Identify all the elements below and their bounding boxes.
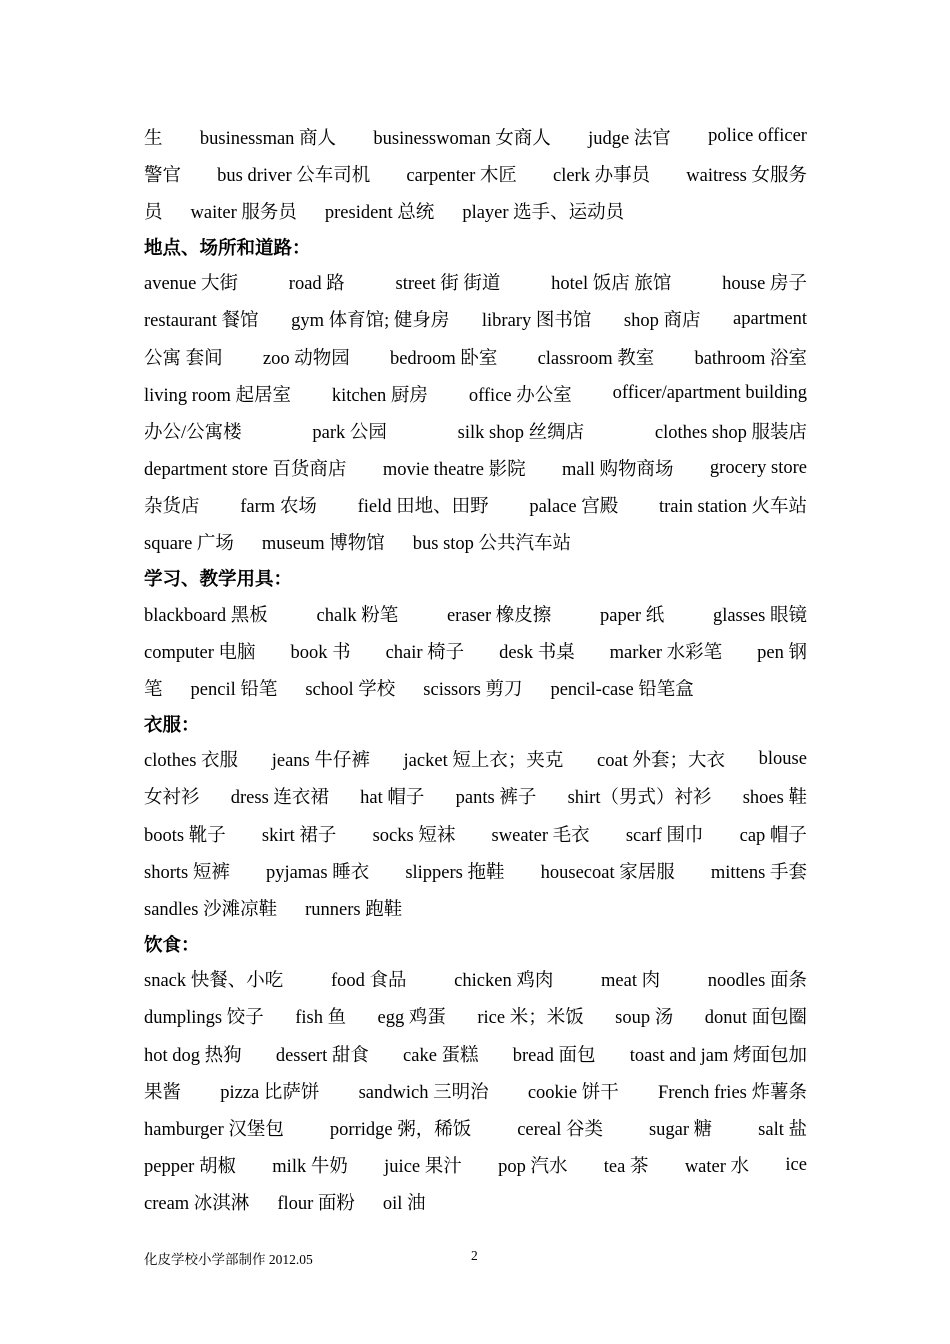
vocab-entry: living room 起居室 (144, 385, 291, 406)
vocab-line (144, 741, 807, 778)
vocab-entry: 杂货店 (144, 497, 200, 518)
vocab-entry: egg 鸡蛋 (377, 1008, 446, 1029)
vocab-entry: park 公园 (312, 422, 387, 443)
vocab-entry: pyjamas 睡衣 (265, 862, 370, 883)
vocab-entry: shorts 短裤 (144, 862, 230, 883)
vocab-line (144, 852, 807, 889)
section-heading: 饮食： (144, 935, 200, 956)
vocab-line (144, 301, 807, 338)
vocab-entry: kitchen 厨房 (331, 385, 428, 406)
vocab-entry: 生 (144, 128, 163, 149)
vocab-line (144, 487, 807, 524)
vocab-entry: soup 汤 (615, 1008, 674, 1029)
vocab-entry: bread 面包 (512, 1045, 596, 1066)
vocab-entry: president 总统 (324, 202, 435, 223)
vocab-entry: bus driver 公车司机 (217, 165, 371, 186)
vocab-entry: office 办公室 (468, 385, 572, 406)
vocab-entry: dumplings 饺子 (144, 1008, 264, 1029)
vocab-entry: hot dog 热狗 (144, 1045, 242, 1066)
vocab-entry: businessman 商人 (199, 128, 337, 149)
vocab-line (144, 1147, 807, 1184)
vocab-entry: grocery store (709, 457, 807, 478)
vocab-entry: jacket 短上衣；夹克 (403, 751, 564, 772)
vocab-entry: slippers 拖鞋 (405, 862, 505, 883)
vocab-entry: palace 宫殿 (529, 497, 619, 518)
vocab-line (144, 1109, 807, 1146)
vocab-entry: milk 牛奶 (272, 1157, 348, 1178)
vocab-entry: clothes shop 服装店 (654, 422, 807, 443)
vocab-entry: meat 肉 (601, 971, 661, 992)
page-number: 2 (471, 1248, 478, 1263)
vocab-entry: bus stop 公共汽车站 (412, 534, 572, 555)
vocab-entry: tea 茶 (603, 1157, 649, 1178)
vocab-entry: clerk 办事员 (553, 165, 651, 186)
vocab-entry: hat 帽子 (360, 788, 425, 809)
vocab-entry: 员 (144, 202, 163, 223)
vocab-entry: food 食品 (330, 971, 407, 992)
vocab-entry: department store 百货商店 (144, 460, 347, 481)
vocab-entry: noodles 面条 (707, 971, 807, 992)
vocab-entry: eraser 橡皮擦 (446, 605, 552, 626)
vocab-line (144, 375, 807, 412)
section-heading: 衣服： (144, 715, 200, 736)
vocab-entry: pen 钢 (757, 642, 807, 663)
vocab-entry: 女衬衫 (144, 788, 200, 809)
vocab-entry: snack 快餐、小吃 (144, 971, 284, 992)
document-body (144, 118, 807, 1221)
vocab-entry: toast and jam 烤面包加 (629, 1045, 807, 1066)
vocab-entry: sandles 沙滩凉鞋 (144, 899, 278, 920)
vocab-entry: marker 水彩笔 (609, 642, 723, 663)
vocab-line (144, 524, 807, 561)
vocab-line (144, 118, 807, 155)
vocab-line (144, 889, 807, 926)
vocab-entry: pencil 铅笔 (190, 680, 278, 701)
vocab-entry: dress 连衣裙 (230, 788, 329, 809)
vocab-entry: skirt 裙子 (261, 825, 337, 846)
vocab-entry: cookie 饼干 (527, 1082, 619, 1103)
vocab-entry: apartment (733, 308, 807, 329)
vocab-entry: bedroom 卧室 (389, 348, 498, 369)
vocab-entry: museum 博物馆 (261, 534, 385, 555)
vocab-entry: pop 汽水 (498, 1157, 568, 1178)
vocab-entry: 笔 (144, 680, 163, 701)
vocab-entry: police officer (708, 126, 807, 147)
vocab-line (144, 192, 807, 229)
vocab-entry: runners 跑鞋 (305, 899, 403, 920)
vocab-entry: juice 果汁 (384, 1157, 462, 1178)
vocab-line (144, 961, 807, 998)
vocab-entry: computer 电脑 (144, 642, 256, 663)
vocab-entry: jeans 牛仔裤 (271, 751, 370, 772)
vocab-entry: sweater 毛衣 (491, 825, 590, 846)
vocab-entry: glasses 眼镜 (712, 605, 807, 626)
vocab-entry: 果酱 (144, 1082, 182, 1103)
vocab-entry: ice (785, 1154, 807, 1175)
vocab-entry: businesswoman 女商人 (373, 128, 551, 149)
vocab-entry: school 学校 (305, 680, 396, 701)
vocab-line (144, 1035, 807, 1072)
vocab-entry: zoo 动物园 (262, 348, 350, 369)
vocab-entry: cap 帽子 (739, 825, 807, 846)
vocab-entry: mittens 手套 (710, 862, 807, 883)
vocab-entry: farm 农场 (240, 497, 317, 518)
vocab-entry: classroom 教室 (537, 348, 655, 369)
vocab-entry: scarf 围巾 (625, 825, 704, 846)
vocab-entry: pencil-case 铅笔盒 (550, 680, 694, 701)
vocab-entry: book 书 (290, 642, 351, 663)
vocab-entry: cereal 谷类 (517, 1119, 603, 1140)
vocab-entry: train station 火车站 (658, 497, 807, 518)
vocab-entry: restaurant 餐馆 (144, 311, 259, 332)
vocab-entry: waitress 女服务 (686, 165, 807, 186)
vocab-entry: fish 鱼 (295, 1008, 347, 1029)
vocab-entry: field 田地、田野 (357, 497, 489, 518)
vocab-line (144, 412, 807, 449)
vocab-entry: socks 短袜 (372, 825, 456, 846)
vocab-line (144, 264, 807, 301)
vocab-line (144, 338, 807, 375)
vocab-entry: sugar 糖 (648, 1119, 713, 1140)
vocab-entry: hamburger 汉堡包 (144, 1119, 284, 1140)
vocab-entry: square 广场 (144, 534, 234, 555)
vocab-entry: shoes 鞋 (742, 788, 807, 809)
vocab-entry: judge 法官 (588, 128, 671, 149)
page-footer (144, 1248, 644, 1268)
vocab-entry: French fries 炸薯条 (657, 1082, 807, 1103)
vocab-entry: paper 纸 (599, 605, 665, 626)
vocab-entry: flour 面粉 (277, 1194, 355, 1215)
vocab-entry: bathroom 浴室 (694, 348, 807, 369)
vocab-entry: salt 盐 (758, 1119, 807, 1140)
vocab-entry: 公寓 套间 (144, 348, 223, 369)
vocab-entry: pizza 比萨饼 (220, 1082, 320, 1103)
vocab-line (144, 595, 807, 632)
vocab-entry: desk 书桌 (499, 642, 575, 663)
vocab-entry: chalk 粉笔 (316, 605, 399, 626)
vocab-entry: 警官 (144, 165, 182, 186)
vocab-entry: chair 椅子 (385, 642, 465, 663)
vocab-entry: pepper 胡椒 (144, 1157, 236, 1178)
vocab-entry: clothes 衣服 (144, 751, 239, 772)
vocab-entry: pants 裤子 (455, 788, 537, 809)
vocab-entry: donut 面包圈 (704, 1008, 807, 1029)
vocab-entry: blackboard 黑板 (144, 605, 268, 626)
vocab-entry: porridge 粥，稀饭 (329, 1119, 472, 1140)
vocab-entry: cream 冰淇淋 (144, 1194, 250, 1215)
vocab-entry: water 水 (684, 1157, 750, 1178)
vocab-entry: house 房子 (722, 274, 807, 295)
vocab-entry: waiter 服务员 (190, 202, 297, 223)
vocab-line (144, 1184, 807, 1221)
vocab-line (144, 815, 807, 852)
footer-text: 化皮学校小学部制作 2012.05 (144, 1252, 313, 1267)
vocab-entry: street 街 街道 (395, 274, 501, 295)
vocab-line (144, 669, 807, 706)
vocab-line (144, 632, 807, 669)
vocab-entry: library 图书馆 (481, 311, 592, 332)
vocab-entry: coat 外套；大衣 (597, 751, 725, 772)
vocab-entry: silk shop 丝绸店 (457, 422, 585, 443)
section-heading: 地点、场所和道路： (144, 238, 311, 259)
vocab-line (144, 998, 807, 1035)
vocab-line (144, 450, 807, 487)
vocab-entry: housecoat 家居服 (540, 862, 675, 883)
vocab-entry: chicken 鸡肉 (454, 971, 554, 992)
vocab-entry: dessert 甜食 (275, 1045, 369, 1066)
vocab-entry: cake 蛋糕 (403, 1045, 479, 1066)
vocab-entry: scissors 剪刀 (423, 680, 523, 701)
vocab-entry: gym 体育馆; 健身房 (291, 311, 450, 332)
vocab-entry: mall 购物商场 (562, 460, 674, 481)
vocab-entry: boots 靴子 (144, 825, 226, 846)
vocab-entry: rice 米；米饭 (477, 1008, 584, 1029)
vocab-entry: movie theatre 影院 (382, 460, 526, 481)
vocab-entry: sandwich 三明治 (358, 1082, 489, 1103)
vocab-entry: player 选手、运动员 (462, 202, 625, 223)
vocab-entry: oil 油 (382, 1194, 426, 1215)
section-heading: 学习、教学用具： (144, 570, 293, 591)
vocab-entry: 办公/公寓楼 (144, 422, 242, 443)
vocab-entry: carpenter 木匠 (406, 165, 517, 186)
vocab-entry: road 路 (288, 274, 345, 295)
vocab-entry: officer/apartment building (612, 383, 807, 404)
vocab-entry: shirt（男式）衬衫 (567, 788, 712, 809)
vocab-entry: hotel 饭店 旅馆 (551, 274, 672, 295)
vocab-line (144, 155, 807, 192)
vocab-entry: blouse (758, 748, 807, 769)
vocab-entry: avenue 大街 (144, 274, 239, 295)
vocab-entry: shop 商店 (623, 311, 701, 332)
vocab-line (144, 778, 807, 815)
vocab-line (144, 1072, 807, 1109)
